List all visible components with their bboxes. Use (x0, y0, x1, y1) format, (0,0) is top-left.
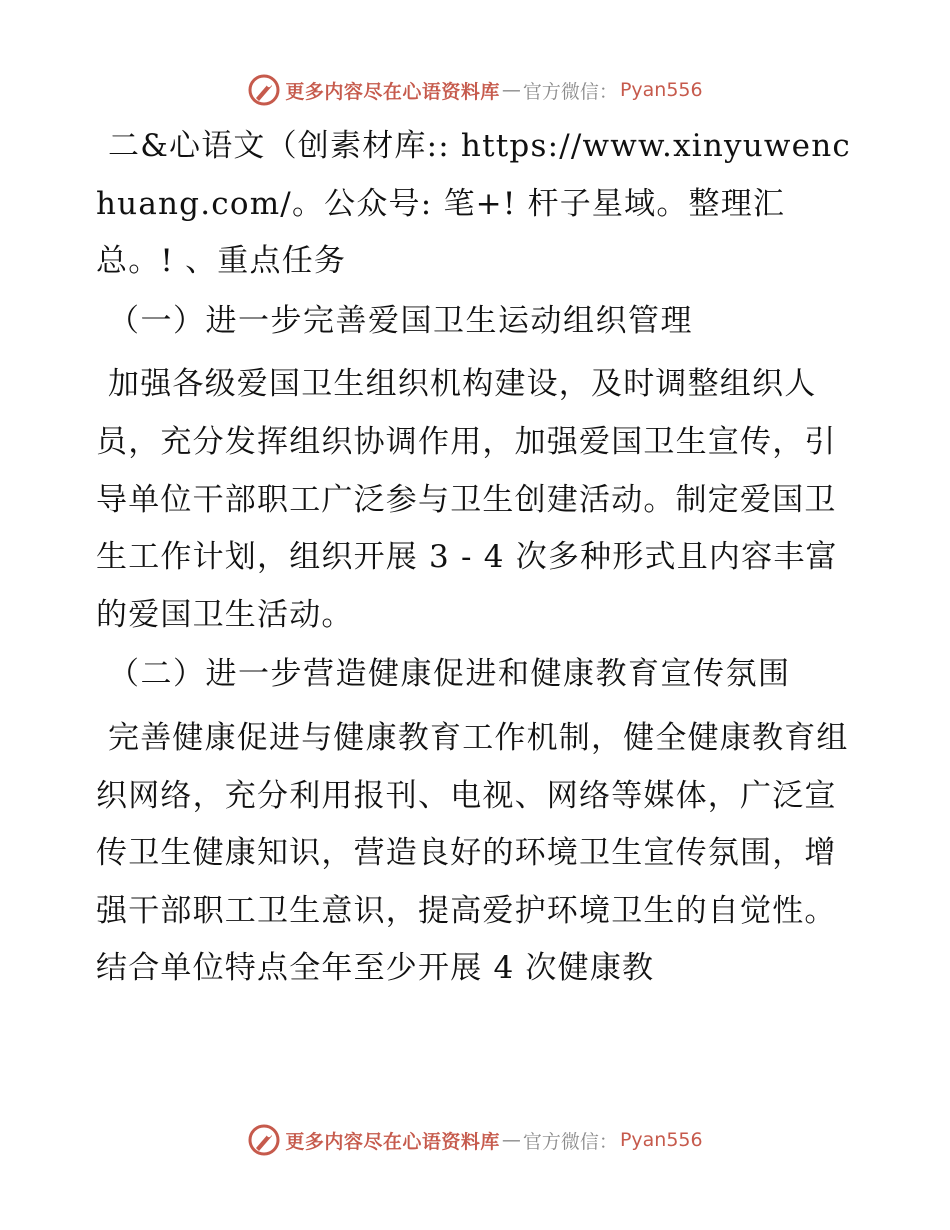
watermark-wechat-id: Pyan556 (619, 79, 703, 101)
watermark-label: 官方微信： (522, 1130, 618, 1153)
footer-watermark (0, 1120, 950, 1160)
watermark-wechat-id: Pyan556 (619, 1129, 703, 1151)
document-body (96, 118, 856, 1000)
section-2-paragraph: 完善健康促进与健康教育工作机制，健全健康教育组织网络，充分利用报刊、电视、网络等媒体，广泛宣传卫生健康知识，营造良好的环境卫生宣传氛围，增强干部职工卫生意识，提高爱护环境卫生的自觉性。结合单位特点全年至少开展 4 次健康教 (96, 719, 849, 987)
watermark-main-text: 更多内容尽在心语资料库 (285, 1130, 500, 1153)
section-1-paragraph: 加强各级爱国卫生组织机构建设，及时调整组织人员，充分发挥组织协调作用，加强爱国卫生宣传，引导单位干部职工广泛参与卫生创建活动。制定爱国卫生工作计划，组织开展 3 - 4 次多种形式且内容丰富的爱国卫生活动。 (96, 366, 838, 633)
pen-nib-logo-icon (247, 73, 281, 107)
watermark-dash: — (501, 79, 521, 101)
intro-paragraph: 二&心语文（创素材库:: https://www.xinyuwenchuang.com/。公众号: 笔+! 杆子星域。整理汇总。! 、重点任务 (96, 128, 851, 280)
section-1-title: （一）进一步完善爱国卫生运动组织管理 (108, 302, 693, 339)
pen-nib-logo-icon (247, 1123, 281, 1157)
watermark-label: 官方微信： (522, 80, 618, 103)
header-watermark (0, 70, 950, 110)
watermark-main-text: 更多内容尽在心语资料库 (285, 80, 500, 103)
watermark-dash: — (501, 1129, 521, 1151)
section-2-title: （二）进一步营造健康促进和健康教育宣传氛围 (108, 656, 791, 693)
